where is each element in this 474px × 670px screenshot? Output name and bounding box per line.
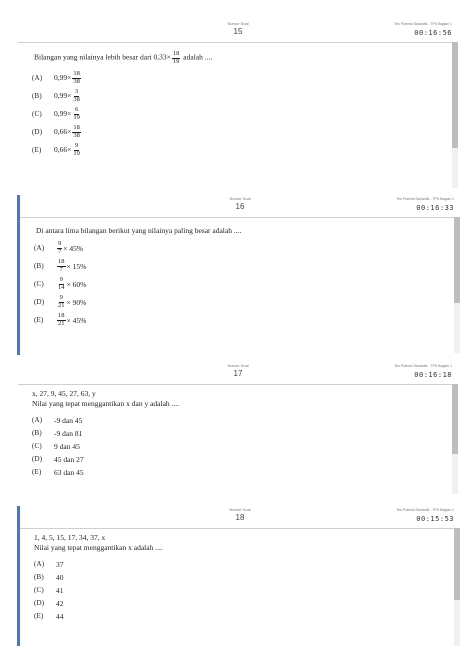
question-number: 17: [233, 369, 243, 378]
fraction: [72, 89, 81, 103]
answer-option-d[interactable]: [34, 295, 460, 309]
option-suffix: × 90%: [66, 297, 87, 307]
option-key: (B): [34, 573, 44, 582]
question-number: 18: [235, 513, 245, 522]
denominator: 19: [73, 149, 80, 157]
answer-option-c[interactable]: [32, 442, 458, 452]
question-sequence: x, 27, 9, 45, 27, 63, y: [32, 389, 96, 398]
option-text: 41: [56, 586, 64, 596]
fraction: [57, 259, 66, 273]
scrollbar[interactable]: [452, 384, 458, 494]
numerator: 9: [58, 240, 62, 248]
option-text: -9 dan 81: [54, 429, 83, 439]
fraction: [72, 71, 81, 85]
answer-option-a[interactable]: [32, 416, 458, 426]
question-header: [18, 362, 458, 385]
option-suffix: × 45%: [66, 315, 87, 325]
timer: 00:16:56: [414, 29, 452, 37]
option-key: (A): [34, 560, 45, 569]
question-text: [32, 389, 458, 409]
option-suffix: × 45%: [63, 243, 84, 253]
option-key: (D): [32, 127, 43, 136]
option-text: 9 dan 45: [54, 442, 80, 452]
answer-option-a[interactable]: [34, 241, 460, 255]
numerator: 9: [59, 276, 63, 284]
denominator: 21: [58, 319, 65, 327]
scrollbar-thumb[interactable]: [454, 217, 460, 303]
question-header: [20, 506, 460, 529]
scrollbar[interactable]: [452, 42, 458, 188]
question-text-post: adalah ....: [181, 52, 213, 62]
question-number-label: Nomor Soal: [229, 507, 251, 512]
question-card-17: [18, 362, 458, 494]
option-key: (A): [32, 416, 43, 425]
answer-option-b[interactable]: [32, 89, 458, 103]
question-prompt: Nilai yang tepat menggantikan x adalah ....: [34, 543, 163, 553]
fraction: [57, 295, 66, 309]
section-name: Tes Potensi Skolastik - TPS Bagian 1: [394, 364, 452, 368]
question-sequence: 1, 4, 5, 15, 17, 34, 37, x: [34, 533, 106, 542]
denominator: 7: [58, 247, 62, 255]
option-prefix: 0,99×: [54, 109, 72, 119]
option-text: 40: [56, 573, 64, 583]
question-text: [34, 51, 458, 65]
answer-option-a[interactable]: [34, 560, 460, 570]
answer-option-a[interactable]: [32, 71, 458, 85]
option-key: (D): [34, 599, 45, 608]
option-prefix: 0,66×: [54, 145, 72, 155]
numerator: 18: [73, 124, 80, 131]
denominator: 21: [58, 301, 65, 309]
option-key: (B): [34, 262, 44, 270]
numerator: 9: [59, 294, 63, 302]
option-key: (D): [32, 455, 43, 464]
fraction: [57, 313, 66, 327]
fraction: [72, 125, 81, 139]
option-prefix: 0,99×: [54, 91, 72, 101]
question-number: 16: [235, 202, 245, 211]
fraction: [72, 143, 81, 157]
option-prefix: 0,66×: [54, 127, 72, 137]
numerator: 18: [58, 312, 65, 320]
answer-option-e[interactable]: [32, 468, 458, 478]
option-suffix: × 60%: [66, 279, 87, 289]
option-key: (E): [34, 316, 44, 324]
question-number-label: Nomor Soal: [229, 196, 251, 201]
fraction: [57, 277, 66, 291]
option-key: (B): [32, 429, 42, 438]
question-number-label: Nomor Soal: [227, 21, 249, 26]
answer-option-b[interactable]: [34, 573, 460, 583]
question-header: [20, 195, 460, 218]
scrollbar-thumb[interactable]: [454, 528, 460, 600]
fraction: [72, 107, 81, 121]
timer: 00:16:33: [416, 204, 454, 212]
question-number: 15: [233, 27, 243, 36]
option-key: (B): [32, 91, 42, 100]
denominator: 19: [172, 57, 180, 65]
answer-option-e[interactable]: [32, 143, 458, 157]
question-card-18: [17, 506, 460, 646]
answer-option-c[interactable]: [34, 586, 460, 596]
numerator: 18: [172, 50, 180, 57]
option-prefix: 0,99×: [54, 73, 72, 83]
option-key: (E): [32, 468, 42, 477]
denominator: 38: [73, 95, 80, 103]
answer-option-e[interactable]: [34, 313, 460, 327]
question-number-label: Nomor Soal: [227, 363, 249, 368]
option-key: (C): [34, 280, 44, 288]
option-text: 63 dan 45: [54, 468, 84, 478]
question-text: Di antara lima bilangan berikut yang nilainya paling besar adalah ....: [36, 226, 242, 235]
answer-option-c[interactable]: [34, 277, 460, 291]
option-text: -9 dan 45: [54, 416, 83, 426]
numerator: 18: [58, 258, 65, 266]
answer-option-d[interactable]: [32, 455, 458, 465]
denominator: 38: [73, 77, 80, 85]
option-key: (A): [32, 73, 43, 82]
answer-option-c[interactable]: [32, 107, 458, 121]
timer: 00:15:53: [416, 515, 454, 523]
section-name: Tes Potensi Skolastik - TPS Bagian 1: [396, 508, 454, 512]
option-key: (E): [32, 145, 42, 154]
option-key: (C): [32, 109, 42, 118]
section-name: Tes Potensi Skolastik - TPS Bagian 1: [396, 197, 454, 201]
numerator: 18: [73, 70, 80, 77]
section-name: Tes Potensi Skolastik - TPS Bagian 1: [394, 22, 452, 26]
option-text: 44: [56, 612, 64, 622]
question-card-16: [17, 195, 460, 355]
scrollbar[interactable]: [454, 217, 460, 353]
option-key: (E): [34, 612, 44, 621]
option-key: (D): [34, 298, 45, 306]
option-text: 37: [56, 560, 64, 570]
scrollbar-thumb[interactable]: [452, 384, 458, 454]
timer: 00:16:18: [414, 371, 452, 379]
denominator: 14: [58, 283, 65, 291]
denominator: 7: [59, 265, 63, 273]
denominator: 19: [73, 113, 80, 121]
option-text: 45 dan 27: [54, 455, 84, 465]
option-key: (A): [34, 244, 45, 252]
scrollbar-thumb[interactable]: [452, 42, 458, 148]
question-header: [18, 20, 458, 43]
option-key: (C): [32, 442, 42, 451]
denominator: 38: [73, 131, 80, 139]
numerator: 6: [74, 106, 79, 113]
question-text-pre: Bilangan yang nilainya lebih besar dari 0,33×: [34, 52, 171, 62]
question-card-15: [18, 20, 458, 188]
question-text: [34, 533, 460, 553]
answer-option-b[interactable]: [32, 429, 458, 439]
scrollbar[interactable]: [454, 528, 460, 646]
option-key: (C): [34, 586, 44, 595]
option-text: 42: [56, 599, 64, 609]
answer-option-e[interactable]: [34, 612, 460, 622]
fraction: [57, 241, 62, 255]
answer-option-d[interactable]: [32, 125, 458, 139]
numerator: 3: [74, 88, 79, 95]
answer-option-d[interactable]: [34, 599, 460, 609]
numerator: 9: [74, 142, 79, 149]
answer-option-b[interactable]: [34, 259, 460, 273]
question-prompt: Nilai yang tepat menggantikan x dan y adalah ....: [32, 399, 180, 409]
fraction: [172, 51, 181, 65]
option-suffix: × 15%: [66, 261, 87, 271]
